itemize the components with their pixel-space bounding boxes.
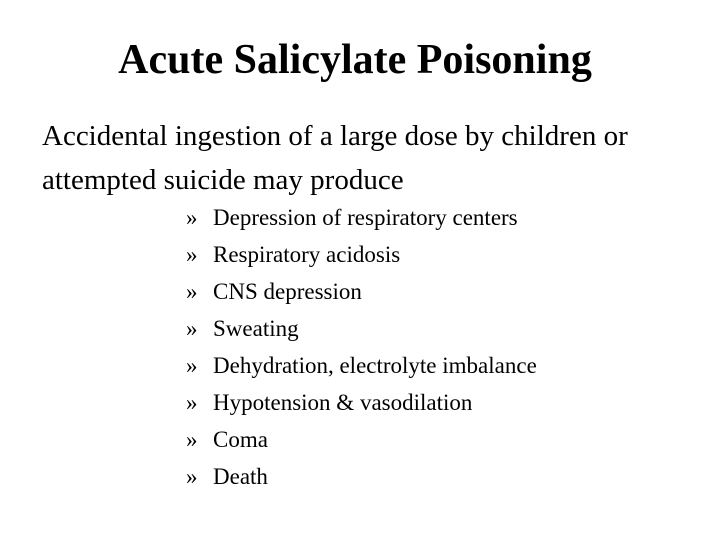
bullet-marker: »: [186, 353, 198, 378]
bullet-marker: »: [186, 427, 198, 452]
bullet-marker: »: [186, 316, 198, 341]
bullet-item: [186, 384, 537, 421]
bullet-text: Depression of respiratory centers: [213, 205, 518, 230]
bullet-marker: »: [186, 279, 198, 304]
bullet-text: Hypotension & vasodilation: [213, 390, 473, 415]
bullet-text: Death: [213, 464, 268, 489]
bullet-item: [186, 458, 537, 495]
bullet-text: Respiratory acidosis: [213, 242, 401, 267]
bullet-text: CNS depression: [213, 279, 362, 304]
bullet-text: Dehydration, electrolyte imbalance: [213, 353, 537, 378]
bullet-list: [186, 199, 537, 495]
bullet-item: [186, 347, 537, 384]
bullet-marker: »: [186, 242, 198, 267]
bullet-text: Sweating: [213, 316, 299, 341]
bullet-item: [186, 199, 537, 236]
bullet-item: [186, 310, 537, 347]
bullet-marker: »: [186, 390, 198, 415]
bullet-item: [186, 273, 537, 310]
bullet-text: Coma: [213, 427, 268, 452]
bullet-marker: »: [186, 464, 198, 489]
slide-title: Acute Salicylate Poisoning: [118, 37, 592, 83]
bullet-item: [186, 421, 537, 458]
bullet-marker: »: [186, 205, 198, 230]
bullet-item: [186, 236, 537, 273]
intro-paragraph: Accidental ingestion of a large dose by children or attempted suicide may produce: [42, 120, 628, 196]
